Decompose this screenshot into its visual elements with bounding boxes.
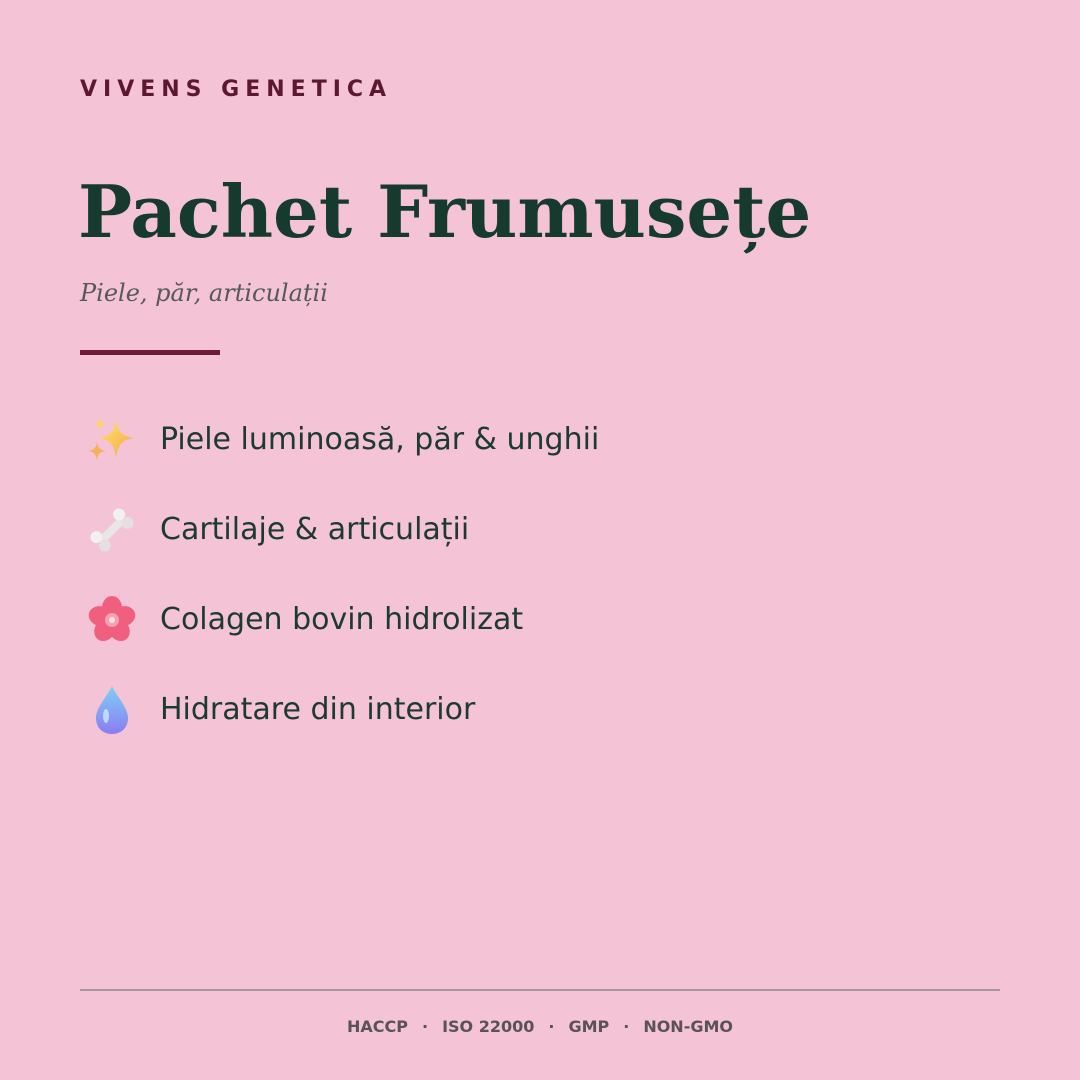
cert-non-gmo: NON-GMO bbox=[643, 1017, 733, 1036]
benefit-item bbox=[80, 575, 599, 665]
cert-gmp: GMP bbox=[568, 1017, 610, 1036]
benefits-list bbox=[80, 395, 599, 755]
certifications bbox=[80, 1014, 1000, 1040]
page-subtitle: Piele, păr, articulații bbox=[80, 279, 328, 307]
bone-icon bbox=[80, 498, 144, 562]
accent-divider bbox=[80, 350, 220, 355]
sparkles-icon bbox=[80, 408, 144, 472]
cert-haccp: HACCP bbox=[347, 1017, 408, 1036]
cert-separator: · bbox=[421, 1017, 429, 1036]
cert-separator: · bbox=[623, 1017, 630, 1036]
benefit-label: Hidratare din interior bbox=[160, 692, 476, 727]
cert-separator: · bbox=[548, 1017, 555, 1036]
page-title: Pachet Frumusețe bbox=[78, 169, 812, 254]
benefit-label: Colagen bovin hidrolizat bbox=[160, 602, 524, 637]
droplet-icon bbox=[80, 678, 144, 742]
benefit-label: Cartilaje & articulații bbox=[160, 512, 470, 547]
brand-name: VIVENS GENETICA bbox=[80, 77, 393, 102]
cherry-blossom-icon bbox=[80, 588, 144, 652]
benefit-item bbox=[80, 395, 599, 485]
cert-iso-22000: ISO 22000 bbox=[442, 1017, 535, 1036]
benefit-item bbox=[80, 485, 599, 575]
benefit-item bbox=[80, 665, 599, 755]
benefit-label: Piele luminoasă, păr & unghii bbox=[160, 422, 600, 457]
footer-divider bbox=[80, 989, 1000, 991]
